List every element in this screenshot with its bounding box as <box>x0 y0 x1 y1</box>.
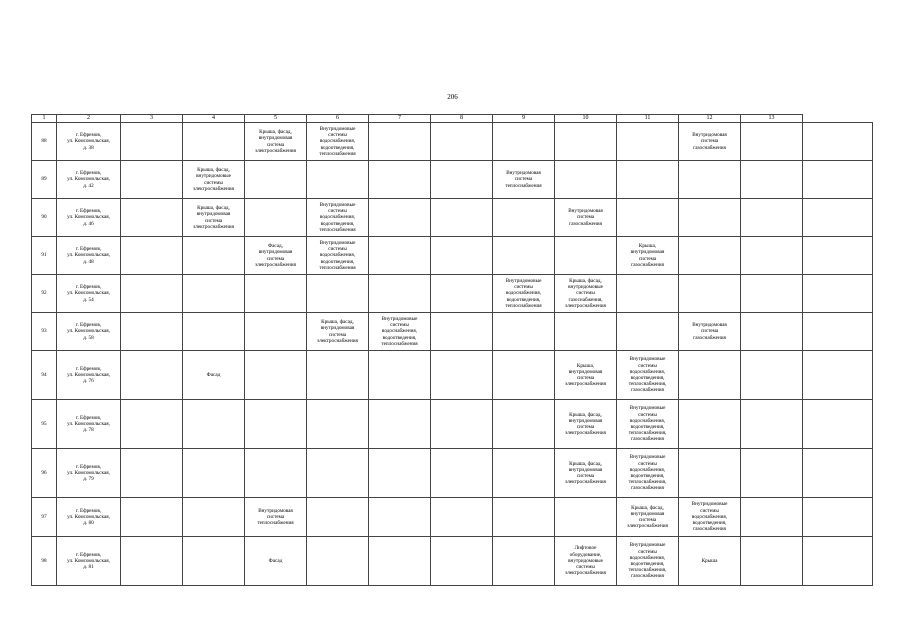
table-cell <box>617 400 679 449</box>
table-cell <box>741 449 803 498</box>
table-cell <box>245 313 307 351</box>
table-cell <box>369 449 431 498</box>
table-cell <box>245 123 307 161</box>
table-cell <box>307 351 369 400</box>
cell-text: Внутридомовые системы водоснабжения, водоотведения, теплоснабжения <box>319 239 356 271</box>
table-cell <box>121 498 183 537</box>
table-cell <box>245 237 307 275</box>
cell-text: г. Ефремов, ул. Комсомольская, д. 81 <box>67 551 110 571</box>
cell-text: Крыша, внутридомовая система электроснабжения <box>565 362 606 388</box>
cell-text: Крыша, фасад, внутридомовая система электроснабжения <box>193 205 234 230</box>
table-cell <box>617 237 679 275</box>
cell-text: Внутридомовая система газоснабжения <box>568 208 603 227</box>
row-number: 91 <box>32 237 57 275</box>
table-cell <box>803 400 873 449</box>
table-row <box>32 161 873 199</box>
row-number: 96 <box>32 449 57 498</box>
column-number-row <box>32 115 873 123</box>
cell-text: Крыша, внутридомовая система газоснабжения <box>630 243 665 268</box>
table-cell <box>555 237 617 275</box>
table-cell <box>741 199 803 237</box>
table-cell <box>369 498 431 537</box>
cell-text: г. Ефремов, ул. Комсомольская, д. 78 <box>67 414 110 434</box>
table-cell <box>493 313 555 351</box>
cell-text: Крыша, фасад, внутридомовые системы газоснабжения, электроснабжения <box>565 277 606 309</box>
cell-text: г. Ефремов, ул. Комсомольская, д. 48 <box>67 246 110 265</box>
column-number: 4 <box>183 115 245 123</box>
table-cell <box>307 237 369 275</box>
table-cell <box>803 351 873 400</box>
table-cell <box>803 237 873 275</box>
table-cell <box>183 199 245 237</box>
cell-text: Внутридомовые системы водоснабжения, водоотведения, теплоснабжения, газоснабжения <box>628 454 667 492</box>
table-cell <box>555 351 617 400</box>
table-cell <box>183 537 245 586</box>
cell-text: Внутридомовая система теплоснабжения <box>257 507 294 527</box>
table-cell <box>245 161 307 199</box>
table-cell <box>555 161 617 199</box>
cell-text: Внутридомовые системы водоснабжения, водоотведения, теплоснабжения <box>319 201 356 233</box>
table-cell <box>679 351 741 400</box>
address-cell <box>57 537 121 586</box>
row-number: 94 <box>32 351 57 400</box>
table-cell <box>121 123 183 161</box>
table-cell <box>183 161 245 199</box>
table-cell <box>617 498 679 537</box>
table-cell <box>493 537 555 586</box>
table-row <box>32 313 873 351</box>
table-cell <box>183 313 245 351</box>
cell-text: Фасад <box>206 371 221 378</box>
table-row <box>32 275 873 313</box>
table-cell <box>245 199 307 237</box>
address-cell <box>57 199 121 237</box>
table-cell <box>121 275 183 313</box>
table-cell <box>369 537 431 586</box>
table-cell <box>803 161 873 199</box>
cell-text: Крыша, фасад, внутридомовая система электроснабжения <box>627 504 668 530</box>
table-cell <box>369 351 431 400</box>
address-cell <box>57 351 121 400</box>
table-cell <box>617 199 679 237</box>
cell-text: Крыша, фасад, внутридомовая система электроснабжения <box>565 460 606 486</box>
row-number: 88 <box>32 123 57 161</box>
table-cell <box>741 237 803 275</box>
cell-text: Крыша, фасад, внутридомовая система электроснабжения <box>565 411 606 437</box>
table-cell <box>369 275 431 313</box>
table-cell <box>245 400 307 449</box>
cell-text: Внутридомовые системы водоснабжения, водоотведения, теплоснабжения <box>319 125 356 157</box>
table-cell <box>183 275 245 313</box>
table-cell <box>803 123 873 161</box>
table-cell <box>741 537 803 586</box>
table-cell <box>431 449 493 498</box>
table-cell <box>493 199 555 237</box>
row-number: 90 <box>32 199 57 237</box>
table-cell <box>555 123 617 161</box>
cell-text: г. Ефремов, ул. Комсомольская, д. 58 <box>67 322 110 341</box>
table-cell <box>617 351 679 400</box>
cell-text: г. Ефремов, ул. Комсомольская, д. 42 <box>67 170 110 189</box>
table-cell <box>431 498 493 537</box>
table-cell <box>741 313 803 351</box>
table-row <box>32 498 873 537</box>
table-cell <box>741 400 803 449</box>
cell-text: Крыша, фасад, внутридомовая система электроснабжения <box>255 129 296 154</box>
table-row <box>32 237 873 275</box>
table-cell <box>431 313 493 351</box>
table-row <box>32 123 873 161</box>
address-cell <box>57 275 121 313</box>
table-cell <box>245 449 307 498</box>
column-number: 9 <box>493 115 555 123</box>
cell-text: Фасад <box>268 557 283 564</box>
row-number: 95 <box>32 400 57 449</box>
column-number: 2 <box>57 115 121 123</box>
table-cell <box>245 275 307 313</box>
address-cell <box>57 123 121 161</box>
table-cell <box>493 400 555 449</box>
table-row <box>32 449 873 498</box>
table-cell <box>803 537 873 586</box>
table-cell <box>245 351 307 400</box>
table-cell <box>679 400 741 449</box>
table-cell <box>307 161 369 199</box>
table-cell <box>121 351 183 400</box>
table-cell <box>431 123 493 161</box>
cell-text: Внутридомовая система газоснабжения <box>692 322 727 341</box>
table-cell <box>121 400 183 449</box>
table-cell <box>555 400 617 449</box>
table-cell <box>493 449 555 498</box>
table-cell <box>307 400 369 449</box>
table-cell <box>679 537 741 586</box>
cell-text: Лифтовое оборудование, внутридомовые системы электроснабжения <box>565 545 606 577</box>
cell-text: Внутридомовые системы водоснабжения, водоотведения, теплоснабжения, газоснабжения <box>628 405 667 443</box>
table-cell <box>679 449 741 498</box>
page-number: 206 <box>447 93 458 101</box>
cell-text: Крыша, фасад, внутридомовая система электроснабжения <box>317 319 358 344</box>
table-cell <box>431 351 493 400</box>
row-number: 93 <box>32 313 57 351</box>
cell-text: г. Ефремов, ул. Комсомольская, д. 80 <box>67 507 110 527</box>
table-cell <box>679 161 741 199</box>
table-cell <box>121 537 183 586</box>
table-cell <box>431 237 493 275</box>
table-cell <box>183 351 245 400</box>
cell-text: Внутридомовые системы водоснабжения, водоотведения, теплоснабжения, газоснабжения <box>628 356 667 394</box>
row-number: 89 <box>32 161 57 199</box>
cell-text: Внутридомовая система газоснабжения <box>692 132 727 151</box>
table-cell <box>307 199 369 237</box>
table-cell <box>493 498 555 537</box>
repair-schedule-table <box>31 114 873 586</box>
address-cell <box>57 400 121 449</box>
row-number: 98 <box>32 537 57 586</box>
table-cell <box>307 275 369 313</box>
cell-text: г. Ефремов, ул. Комсомольская, д. 54 <box>67 284 110 303</box>
table-cell <box>369 237 431 275</box>
table-cell <box>617 275 679 313</box>
address-cell <box>57 313 121 351</box>
cell-text: Внутридомовые системы водоснабжения, водоотведения, теплоснабжения <box>381 315 418 347</box>
table-cell <box>245 498 307 537</box>
table-cell <box>369 161 431 199</box>
address-cell <box>57 161 121 199</box>
table-cell <box>617 161 679 199</box>
column-number: 3 <box>121 115 183 123</box>
table-cell <box>493 123 555 161</box>
table-cell <box>369 313 431 351</box>
column-number: 13 <box>741 115 803 123</box>
table-cell <box>307 498 369 537</box>
table-cell <box>431 199 493 237</box>
column-number: 10 <box>555 115 617 123</box>
table-cell <box>369 400 431 449</box>
table-cell <box>121 161 183 199</box>
table-row <box>32 199 873 237</box>
column-number: 1 <box>32 115 57 123</box>
column-number: 6 <box>307 115 369 123</box>
table-cell <box>183 400 245 449</box>
table-row <box>32 400 873 449</box>
table-cell <box>741 123 803 161</box>
table-cell <box>803 313 873 351</box>
row-number: 97 <box>32 498 57 537</box>
table-cell <box>431 275 493 313</box>
column-number: 11 <box>617 115 679 123</box>
table-cell <box>679 123 741 161</box>
table-cell <box>803 449 873 498</box>
table-cell <box>555 449 617 498</box>
table-cell <box>679 275 741 313</box>
table-cell <box>183 498 245 537</box>
table-cell <box>183 237 245 275</box>
table-cell <box>555 313 617 351</box>
cell-text: Внутридомовые системы водоснабжения, водоотведения, газоснабжения <box>691 501 728 533</box>
table-cell <box>307 537 369 586</box>
cell-text: Внутридомовые системы водоснабжения, водоотведения, теплоснабжения, газоснабжения <box>628 542 667 580</box>
row-number: 92 <box>32 275 57 313</box>
table-cell <box>617 313 679 351</box>
table-cell <box>679 498 741 537</box>
table-cell <box>121 199 183 237</box>
address-cell <box>57 449 121 498</box>
table-cell <box>183 449 245 498</box>
cell-text: г. Ефремов, ул. Комсомольская, д. 79 <box>67 463 110 483</box>
table-cell <box>307 313 369 351</box>
table-cell <box>741 351 803 400</box>
cell-text: Крыша <box>701 557 718 564</box>
table-row <box>32 537 873 586</box>
table-cell <box>431 161 493 199</box>
table-cell <box>741 275 803 313</box>
table-cell <box>803 275 873 313</box>
address-cell <box>57 498 121 537</box>
column-number: 8 <box>431 115 493 123</box>
table-cell <box>617 537 679 586</box>
table-cell <box>369 199 431 237</box>
table-cell <box>803 199 873 237</box>
table-cell <box>555 498 617 537</box>
cell-text: Внутридомовая система теплоснабжения <box>505 170 542 189</box>
column-number: 12 <box>679 115 741 123</box>
table-cell <box>245 537 307 586</box>
table-cell <box>183 123 245 161</box>
table-cell <box>741 161 803 199</box>
table-cell <box>431 400 493 449</box>
table-cell <box>121 449 183 498</box>
table-cell <box>307 123 369 161</box>
table-cell <box>369 123 431 161</box>
address-cell <box>57 237 121 275</box>
table-cell <box>679 237 741 275</box>
table-cell <box>121 237 183 275</box>
table-cell <box>555 199 617 237</box>
column-number: 7 <box>369 115 431 123</box>
table-cell <box>555 537 617 586</box>
table-cell <box>431 537 493 586</box>
table-cell <box>679 199 741 237</box>
cell-text: Внутридомовые системы водоснабжения, водоотведения, теплоснабжения <box>505 277 542 309</box>
table-cell <box>555 275 617 313</box>
cell-text: Фасад, внутридомовая система электроснабжения <box>255 243 296 268</box>
table-cell <box>307 449 369 498</box>
table-cell <box>493 237 555 275</box>
table-cell <box>493 351 555 400</box>
cell-text: Крыша, фасад, внутридомовые системы электроснабжения <box>193 167 234 192</box>
column-number: 5 <box>245 115 307 123</box>
table-cell <box>493 275 555 313</box>
cell-text: г. Ефремов, ул. Комсомольская, д. 38 <box>67 132 110 151</box>
table-cell <box>493 161 555 199</box>
table-cell <box>121 313 183 351</box>
table-row <box>32 351 873 400</box>
table-cell <box>741 498 803 537</box>
table-cell <box>617 449 679 498</box>
cell-text: г. Ефремов, ул. Комсомольская, д. 46 <box>67 208 110 227</box>
cell-text: г. Ефремов, ул. Комсомольская, д. 76 <box>67 365 110 385</box>
table-cell <box>617 123 679 161</box>
table-cell <box>679 313 741 351</box>
table-cell <box>803 498 873 537</box>
